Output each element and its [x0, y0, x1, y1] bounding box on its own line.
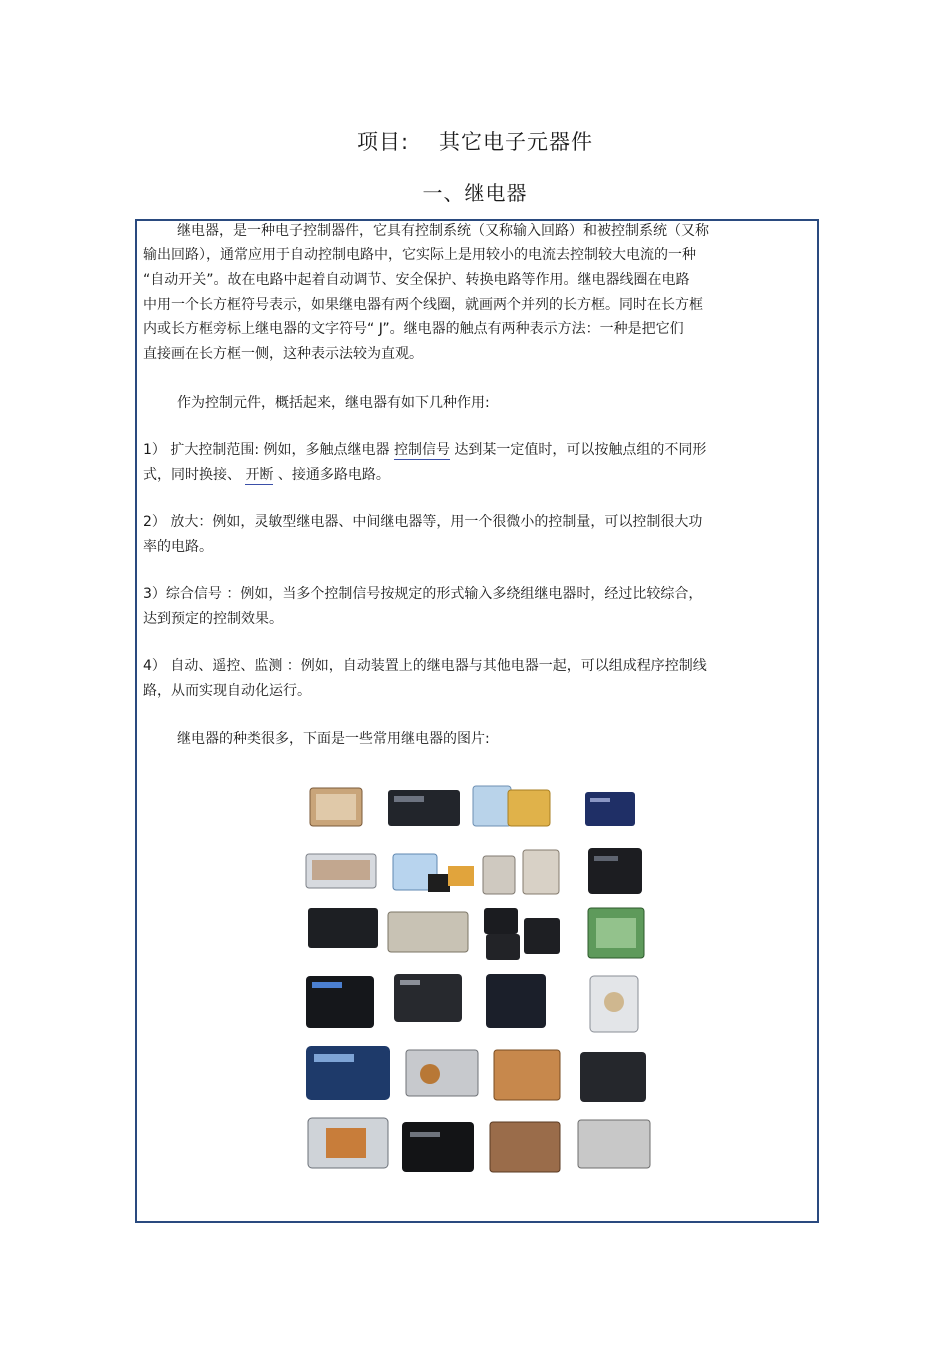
item4-line-1: 4） 自动、遥控、监测 ：例如，自动装置上的继电器与其他电器一起，可以组成程序控制线	[143, 658, 707, 674]
p1-line-1: 继电器，是一种电子控制器件，它具有控制系统（又称输入回路）和被控制系统（又称	[177, 223, 709, 239]
item1-text-b: 达到某一定值时，可以按触点组的不同形	[449, 442, 707, 458]
item1-text-d: 、接通多路电路。	[273, 467, 390, 483]
p1-line-2: 输出回路），通常应用于自动控制电路中，它实际上是用较小的电流去控制较大电流的一种	[143, 247, 696, 263]
relay-photo-collage	[298, 778, 660, 1188]
p1-line-4: 中用一个长方框符号表示，如果继电器有两个线圈，就画两个并列的长方框。同时在长方框	[143, 297, 703, 313]
p1-line-6: 直接画在长方框一侧，这种表示法较为直观。	[143, 346, 423, 362]
item1-line-2	[143, 465, 390, 485]
title-label: 项目:	[356, 130, 410, 154]
item4-line-2: 路，从而实现自动化运行。	[143, 683, 311, 699]
p3: 继电器的种类很多，下面是一些常用继电器的图片:	[177, 731, 490, 747]
p1-line-5: 内或长方框旁标上继电器的文字符号“ J”。继电器的触点有两种表示方法：一种是把它们	[143, 321, 684, 337]
relay-photos-image	[298, 778, 660, 1188]
section-heading: 一、继电器	[422, 181, 528, 205]
item1-line-1	[143, 440, 706, 460]
p2: 作为控制元件，概括起来，继电器有如下几种作用:	[177, 395, 490, 411]
title-text: 其它电子元器件	[439, 130, 594, 154]
item1-text-c: 式，同时换接、	[143, 467, 246, 483]
control-signal-link[interactable]: 控制信号	[393, 442, 450, 458]
item3-line-2: 达到预定的控制效果。	[143, 611, 283, 627]
item1-text-a: 1） 扩大控制范围: 例如，多触点继电器	[143, 442, 394, 458]
page-title	[0, 126, 950, 156]
item3-line-1: 3）综合信号 ：例如，当多个控制信号按规定的形式输入多绕组继电器时，经过比较综合，	[143, 586, 703, 602]
item2-line-1: 2） 放大：例如，灵敏型继电器、中间继电器等，用一个很微小的控制量，可以控制很大功	[143, 514, 703, 530]
break-link[interactable]: 开断	[245, 467, 274, 483]
p1-line-3: “自动开关”。故在电路中起着自动调节、安全保护、转换电路等作用。继电器线圈在电路	[143, 272, 690, 288]
item2-line-2: 率的电路。	[143, 539, 213, 555]
